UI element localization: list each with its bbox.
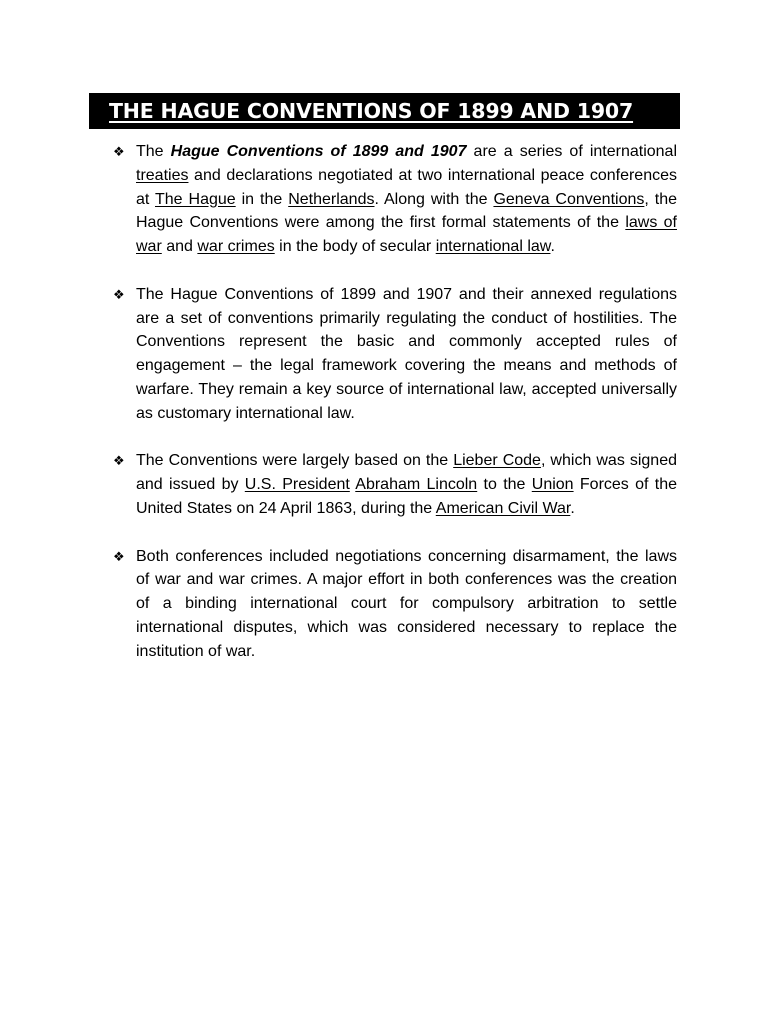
bullet-paragraph-4 (113, 545, 677, 664)
wiki-link[interactable]: Union (531, 476, 574, 494)
wiki-link[interactable]: laws of war (136, 214, 677, 256)
wiki-link[interactable]: war crimes (197, 238, 275, 256)
diamond-bullet-icon: ❖ (113, 453, 125, 469)
document-title: THE HAGUE CONVENTIONS OF 1899 AND 1907 (109, 99, 634, 123)
paragraph-text: The Hague Conventions of 1899 and 1907 are a series of international treaties and declarations negotiated at two international peace conferences at The Hague in the Netherlands. Along with the Geneva Conventions, the Hague Conventions were among the first formal statements of the laws of war and war crimes in the body of secular international law. (136, 143, 678, 256)
wiki-link[interactable]: Abraham Lincoln (355, 476, 478, 494)
wiki-link[interactable]: international law (435, 238, 551, 256)
wiki-link[interactable]: Lieber Code (453, 452, 541, 470)
diamond-bullet-icon: ❖ (113, 144, 125, 159)
document-body (113, 140, 677, 687)
bullet-paragraph-2 (113, 283, 677, 426)
wiki-link[interactable]: Geneva Conventions (493, 190, 645, 208)
bullet-paragraph-1 (113, 140, 677, 259)
paragraph-text: Both conferences included negotiations concerning disarmament, the laws of war and war crimes. A major effort in both conferences was the creation of a binding international court for compulsory arbitration to settle international disputes, which was considered necessary to replace the institution of war. (136, 547, 677, 660)
wiki-link[interactable]: Netherlands (288, 190, 375, 208)
bullet-paragraph-3 (113, 449, 677, 520)
wiki-link[interactable]: The Hague (155, 190, 236, 208)
wiki-link[interactable]: American Civil War (435, 499, 571, 517)
paragraph-text: The Conventions were largely based on the Lieber Code, which was signed and issued by U.S. President Abraham Lincoln to the Union Forces of the United States on 24 April 1863, during the American Civil War. (136, 452, 678, 517)
paragraph-text: The Hague Conventions of 1899 and 1907 and their annexed regulations are a set of conventions primarily regulating the conduct of hostilities. The Conventions represent the basic and commonly accepted rules of engagement – the legal framework covering the means and methods of warfare. They remain a key source of international law, accepted universally as customary international law. (136, 285, 677, 422)
emphasis-text: Hague Conventions of 1899 and 1907 (170, 143, 467, 160)
diamond-bullet-icon: ❖ (113, 286, 125, 302)
wiki-link[interactable]: U.S. President (244, 476, 350, 494)
wiki-link[interactable]: treaties (136, 166, 189, 184)
title-banner (89, 93, 680, 129)
diamond-bullet-icon: ❖ (113, 548, 125, 564)
